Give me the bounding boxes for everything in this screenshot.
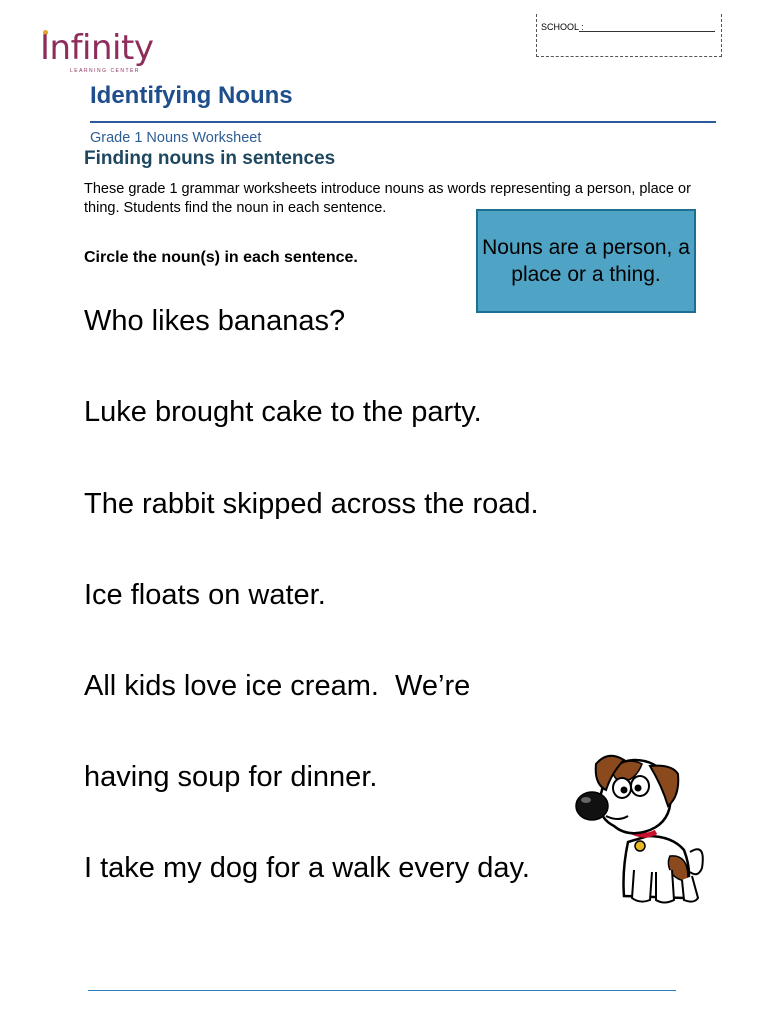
logo-tagline: LEARNING CENTER bbox=[70, 68, 141, 74]
noun-definition-callout bbox=[476, 209, 696, 313]
sentence-4[interactable]: Ice floats on water. bbox=[84, 579, 326, 611]
sentence-1[interactable]: Who likes bananas? bbox=[84, 305, 346, 337]
school-label: SCHOOL : bbox=[541, 22, 584, 32]
infinity-logo bbox=[40, 28, 180, 82]
school-field-box bbox=[536, 14, 722, 57]
sentence-3[interactable]: The rabbit skipped across the road. bbox=[84, 488, 539, 520]
title-divider bbox=[90, 121, 716, 123]
section-heading: Finding nouns in sentences bbox=[84, 148, 336, 169]
sentence-6[interactable]: having soup for dinner. bbox=[84, 761, 378, 793]
sentence-5[interactable]: All kids love ice cream. We’re bbox=[84, 670, 471, 702]
sentence-7[interactable]: I take my dog for a walk every day. bbox=[84, 852, 530, 884]
logo-wordmark: Infinity bbox=[40, 28, 154, 68]
worksheet-title: Identifying Nouns bbox=[90, 82, 293, 109]
intro-paragraph: These grade 1 grammar worksheets introduce nouns as words representing a person, place or thing. Students find the noun in each sentence. bbox=[84, 181, 691, 216]
instruction-text: Circle the noun(s) in each sentence. bbox=[84, 249, 358, 266]
worksheet-subtitle: Grade 1 Nouns Worksheet bbox=[90, 130, 262, 146]
callout-text: Nouns are a person, a place or a thing. bbox=[482, 236, 690, 286]
sentence-2[interactable]: Luke brought cake to the party. bbox=[84, 396, 482, 428]
cartoon-dog-icon bbox=[572, 750, 712, 908]
footer-divider bbox=[88, 990, 676, 991]
school-input-line[interactable] bbox=[579, 31, 715, 32]
